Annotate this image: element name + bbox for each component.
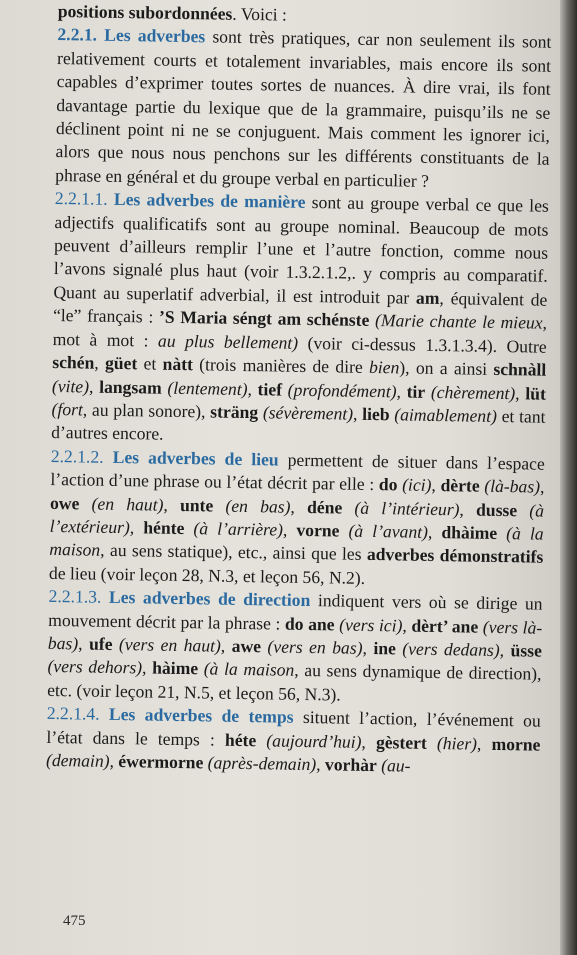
gloss: (à la maison	[49, 522, 544, 561]
text: ,	[163, 494, 181, 515]
text: ,	[499, 639, 511, 661]
text: , au plan sonore	[82, 399, 196, 422]
section-2-2-1-3	[47, 585, 543, 710]
text: ,	[247, 378, 258, 399]
term: dèrt’ ane	[411, 615, 479, 637]
gloss: (demain)	[45, 749, 110, 771]
term: schén	[52, 352, 95, 373]
gloss: (à l’avant)	[339, 520, 429, 542]
term: nàtt	[162, 353, 194, 375]
text: ,	[352, 403, 363, 424]
term: üsse	[510, 640, 543, 661]
gloss: (là-bas)	[479, 475, 541, 497]
text: ,	[129, 517, 144, 538]
section-number: 2.2.1.1.	[54, 188, 108, 210]
term: hénte	[143, 517, 185, 538]
term: do	[378, 474, 398, 495]
text: , équivalent de “le” français :	[52, 287, 548, 327]
gloss: (à l’arrière)	[184, 517, 284, 540]
section-2-2-1-2	[49, 445, 545, 593]
text: sont au groupe verbal ce que les adjectifs qualificatifs sont au groupe nominal. Beaucoup de mots peuvent d’ailleurs remplir l’une et l’autre fonction, comme nous l’avons signalé plus haut (voir 1.3.2.1.2,. y compris au comparatif. Quant au superlatif adverbial, il est introduit par	[53, 192, 549, 308]
gloss: (aimablement)	[389, 404, 498, 426]
page-number: 475	[63, 913, 86, 929]
text: permettent de situer dans l’espace l’action d’une phrase ou l’état décrit par elle :	[50, 449, 545, 495]
term: vorhàr	[324, 754, 377, 776]
term: güet	[104, 352, 138, 374]
term: owe	[49, 492, 80, 513]
text: (trois manières de dire	[192, 354, 370, 378]
text: , au sens dynamique de direction), etc. (voir leçon 21, N.5, et leçon 56, N.3).	[47, 660, 542, 705]
text: , au sens statique), etc., ainsi que les	[100, 540, 368, 565]
term: unte	[179, 494, 214, 516]
term: tief	[257, 378, 283, 400]
gloss: (ici)	[397, 474, 432, 496]
gloss: (vers dehors)	[47, 656, 143, 678]
text: et tant d’autres encore.	[51, 405, 546, 445]
gloss: (à la maison	[197, 658, 295, 681]
text: ,	[88, 376, 100, 397]
text: ,	[290, 496, 308, 517]
gloss: bien	[368, 357, 400, 378]
term: héte	[224, 729, 257, 750]
text: ,	[459, 498, 477, 520]
term: éwermorne	[118, 751, 204, 773]
text: et	[137, 353, 163, 374]
text: ,	[282, 519, 297, 540]
term: adverbes démonstratifs	[366, 544, 544, 568]
text: ,	[431, 475, 441, 496]
term: lieb	[362, 403, 390, 425]
text: ,	[476, 733, 492, 754]
text: ,	[515, 382, 526, 403]
term: sträng	[210, 401, 259, 423]
gloss: (à l’intérieur)	[342, 497, 460, 519]
text: (voir ci-dessus 1.3.1.3.4). Outre	[297, 332, 547, 357]
gloss: (vite)	[51, 375, 90, 397]
page-text	[46, 0, 552, 780]
term: ine	[373, 638, 397, 659]
gloss: (vers ici)	[334, 613, 403, 636]
text: ,	[396, 380, 407, 402]
term: morne	[491, 733, 541, 755]
term: schnàll	[493, 358, 547, 380]
example: ’S Maria séngt am schénste	[158, 306, 370, 331]
term: dusse	[475, 499, 518, 520]
term: do ane	[284, 613, 335, 634]
text: ,	[539, 476, 545, 497]
text: ,	[94, 352, 106, 373]
gloss: (chèrement)	[425, 381, 516, 403]
term: am	[415, 287, 440, 308]
gloss: (vers en bas)	[260, 636, 363, 658]
section-2-2-1-4	[46, 702, 541, 780]
gloss: au plus bellement)	[157, 330, 299, 353]
gloss: (après-demain)	[203, 752, 317, 775]
section-number: 2.2.1.3.	[48, 586, 102, 607]
term: tir	[406, 381, 426, 402]
gloss: (en bas)	[213, 495, 291, 517]
term: vorne	[296, 519, 340, 541]
term: déne	[306, 496, 343, 518]
term: langsam	[99, 376, 162, 398]
section-number: 2.2.1.4.	[46, 703, 100, 724]
gloss: (hier)	[426, 732, 478, 754]
intro-bold: positions subordonnées	[57, 0, 233, 24]
section-title: Les adverbes de direction	[108, 587, 311, 611]
text: ,	[402, 615, 412, 636]
section-title: Les adverbes de lieu	[112, 446, 279, 470]
text: ,	[427, 521, 442, 543]
section-2-2-1-1	[51, 187, 549, 452]
section-body: sont très pratiques, car non seulement ils sont relativement courts et totalement invariables, mais encore ils sont capables d’exprimer toutes sortes de nuances. À dire vrai, ils font davantage partie du lexique que de la grammaire, puisqu’ils ne se déclinent point ni ne se conjuguent. Mais comment les ignorer ici, alors que nous nous penchons sur les différents constituants de la phrase en général et du groupe verbal en particulier ?	[55, 26, 552, 191]
term: gèstert	[375, 731, 427, 753]
term: dèrte	[440, 475, 480, 496]
gloss: (vers en haut)	[112, 633, 222, 656]
gloss: (sévèrement)	[258, 402, 354, 424]
text: ),	[195, 401, 211, 422]
text: ,	[316, 754, 326, 775]
gloss: (vers là-bas)	[47, 616, 543, 654]
gloss: (Marie chante le mieux	[369, 310, 543, 333]
gloss: (en haut)	[79, 492, 164, 515]
intro-rest: . Voici :	[232, 3, 288, 25]
text: ,	[362, 637, 374, 659]
text: , mot à mot :	[52, 312, 548, 351]
text: de lieu (voir leçon 28, N.3, et leçon 56, N.2).	[48, 562, 366, 588]
text: situent l’action, l’événement ou l’état dans le temps :	[46, 706, 541, 750]
gloss: (fort	[51, 398, 84, 420]
text: ), on a ainsi	[399, 357, 494, 379]
gloss: (vers dedans)	[395, 638, 500, 660]
gloss: (au-	[376, 755, 411, 776]
gloss: (aujourd’hui)	[256, 729, 362, 752]
section-title: Les adverbes de manière	[113, 189, 306, 213]
text: ,	[78, 633, 90, 654]
book-edge	[560, 0, 577, 955]
text: ,	[361, 731, 377, 752]
gloss: (à l’extérieur)	[49, 499, 545, 538]
term: lüt	[525, 382, 547, 404]
text: ,	[220, 635, 232, 656]
term: ufe	[88, 633, 113, 654]
text: indiquent vers où se dirige un mouvement décrit par la phrase :	[48, 590, 543, 634]
gloss: (lentement)	[161, 377, 248, 399]
section-title: Les adverbes	[104, 25, 206, 47]
section-title: Les adverbes de temps	[108, 704, 294, 727]
section-2-2-1	[55, 23, 552, 195]
gloss: (profondément)	[281, 379, 397, 401]
term: hàime	[152, 657, 199, 679]
term: awe	[231, 635, 262, 657]
section-heading	[57, 24, 205, 46]
text: ,	[109, 750, 119, 772]
term: dhàime	[441, 522, 498, 543]
text: ,	[141, 657, 153, 678]
section-number: 2.2.1.	[57, 24, 98, 46]
section-number: 2.2.1.2.	[50, 445, 104, 467]
